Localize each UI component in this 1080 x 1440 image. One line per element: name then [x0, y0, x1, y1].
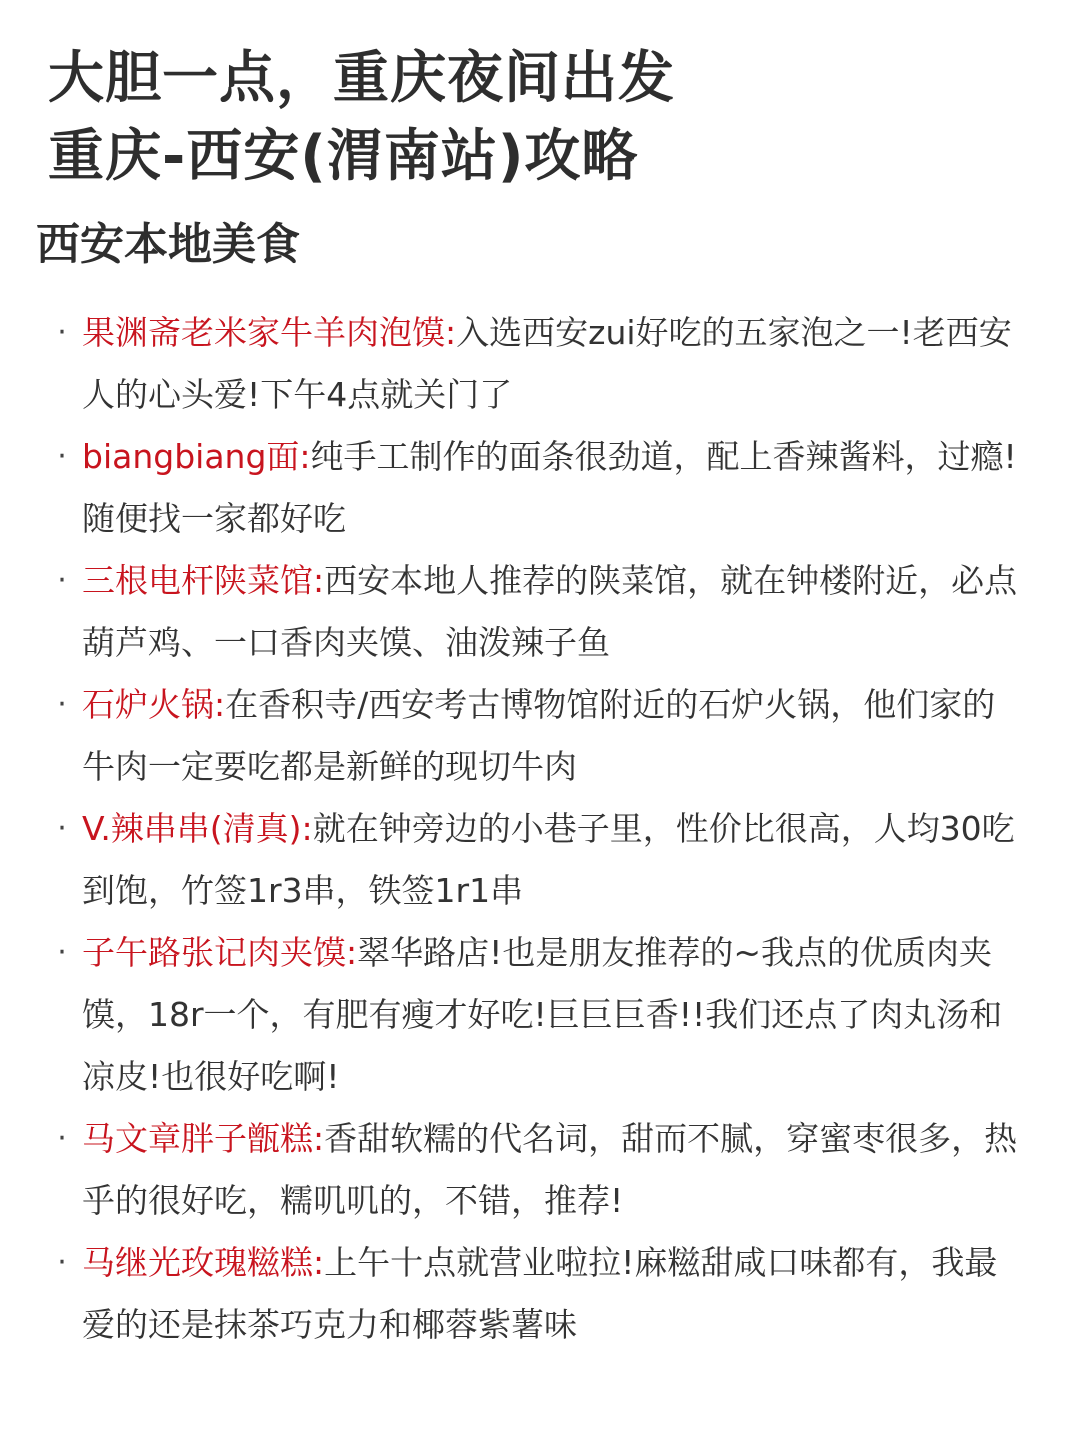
food-name: 马继光玫瑰糍糕:: [82, 1243, 325, 1282]
bullet-icon: ·: [57, 811, 67, 846]
food-description: 在香积寺/西安考古博物馆附近的石炉火锅，他们家的牛肉一定要吃都是新鲜的现切牛肉: [82, 685, 996, 786]
bullet-icon: ·: [57, 935, 67, 970]
food-description: 翠华路店!也是朋友推荐的~我点的优质肉夹馍，18r一个，有肥有瘦才好吃!巨巨巨香!!我们还点了肉丸汤和凉皮!也很好吃啊!: [82, 933, 1003, 1096]
bullet-icon: ·: [57, 315, 67, 350]
food-description: 就在钟旁边的小巷子里，性价比很高，人均30吃到饱，竹签1r3串，铁签1r1串: [82, 809, 1015, 910]
list-item: [52, 302, 1027, 426]
section-heading: 西安本地美食: [36, 219, 300, 270]
title-line-1: 大胆一点，重庆夜间出发: [48, 46, 675, 111]
food-description: 入选西安zui好吃的五家泡之一!老西安人的心头爱!下午4点就关门了: [82, 313, 1012, 414]
bullet-icon: ·: [57, 1245, 67, 1280]
list-item: [52, 674, 1027, 798]
title-line-2: 重庆-西安(渭南站)攻略: [48, 124, 639, 189]
food-list: [52, 302, 1027, 1356]
list-item: [52, 798, 1027, 922]
food-name: 石炉火锅:: [82, 685, 226, 724]
food-name: V.辣串串(清真):: [82, 809, 313, 848]
food-name: 果渊斋老米家牛羊肉泡馍:: [82, 313, 457, 352]
bullet-icon: ·: [57, 439, 67, 474]
list-item: [52, 1108, 1027, 1232]
food-name: 三根电杆陕菜馆:: [82, 561, 325, 600]
food-name: 马文章胖子甑糕:: [82, 1119, 325, 1158]
list-item: [52, 426, 1027, 550]
list-item: [52, 922, 1027, 1108]
bullet-icon: ·: [57, 1121, 67, 1156]
bullet-icon: ·: [57, 687, 67, 722]
food-description: 香甜软糯的代名词，甜而不腻，穿蜜枣很多，热乎的很好吃，糯叽叽的，不错，推荐!: [82, 1119, 1018, 1220]
list-item: [52, 1232, 1027, 1356]
bullet-icon: ·: [57, 563, 67, 598]
food-description: 上午十点就营业啦拉!麻糍甜咸口味都有，我最爱的还是抹茶巧克力和椰蓉紫薯味: [82, 1243, 998, 1344]
food-description: 纯手工制作的面条很劲道，配上香辣酱料，过瘾!随便找一家都好吃: [82, 437, 1017, 538]
page-title: [48, 40, 1048, 196]
food-name: 子午路张记肉夹馍:: [82, 933, 358, 972]
food-description: 西安本地人推荐的陕菜馆，就在钟楼附近，必点葫芦鸡、一口香肉夹馍、油泼辣子鱼: [82, 561, 1018, 662]
food-name: biangbiang面:: [82, 437, 311, 476]
list-item: [52, 550, 1027, 674]
